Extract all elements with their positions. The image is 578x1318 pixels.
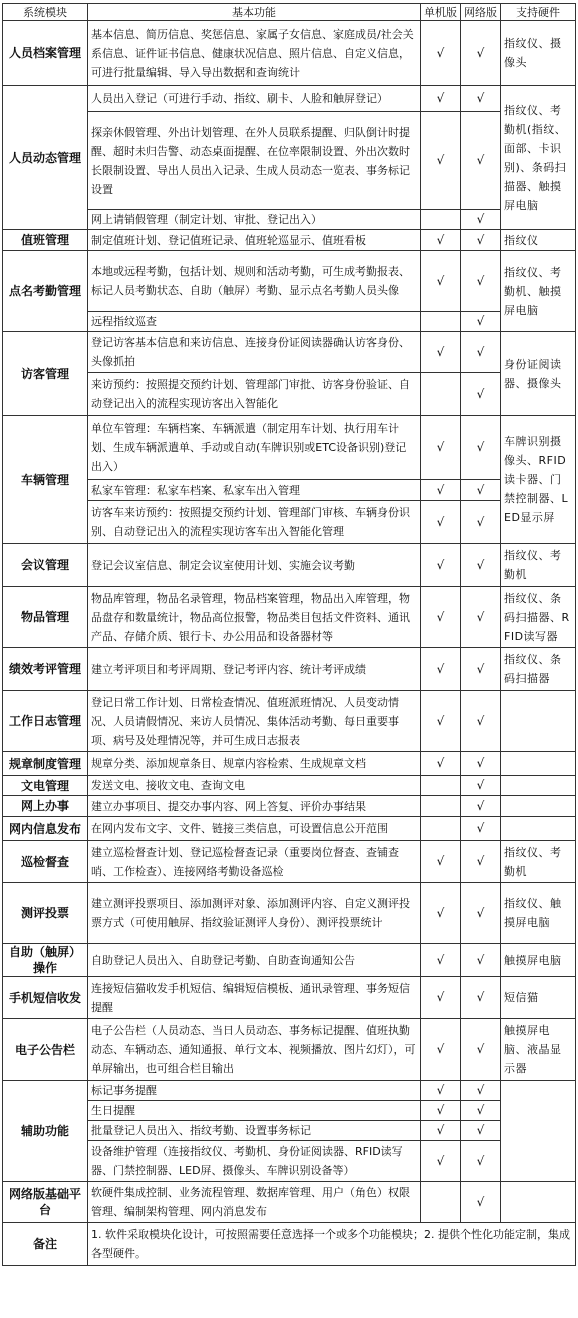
network-check: √ [461, 1121, 501, 1141]
feature-description: 建立办事项目、提交办事内容、网上答复、评价办事结果 [88, 796, 421, 817]
network-check: √ [461, 251, 501, 312]
module-name: 车辆管理 [3, 416, 88, 544]
table-row [3, 587, 576, 648]
network-check: √ [461, 210, 501, 230]
feature-description: 批量登记人员出入、指纹考勤、设置事务标记 [88, 1121, 421, 1141]
network-check: √ [461, 544, 501, 587]
supported-hardware [501, 691, 576, 752]
module-name: 值班管理 [3, 230, 88, 251]
standalone-check [421, 210, 461, 230]
standalone-check: √ [421, 544, 461, 587]
feature-description: 私家车管理：私家车档案、私家车出入管理 [88, 480, 421, 501]
network-check: √ [461, 1182, 501, 1223]
table-row [3, 648, 576, 691]
feature-description: 来访预约：按照提交预约计划、管理部门审批、访客身份验证、自动登记出入的流程实现访客出入智能化 [88, 373, 421, 416]
standalone-check: √ [421, 251, 461, 312]
feature-description: 规章分类、添加规章条目、规章内容检索、生成规章文档 [88, 752, 421, 776]
supported-hardware [501, 817, 576, 841]
standalone-check [421, 817, 461, 841]
supported-hardware: 指纹仪、触摸屏电脑 [501, 883, 576, 944]
header-hardware: 支持硬件 [501, 4, 576, 21]
supported-hardware [501, 1081, 576, 1182]
network-check: √ [461, 1101, 501, 1121]
feature-description: 登记日常工作计划、日常检查情况、值班派班情况、人员变动情况、人员请假情况、来访人员情况、集体活动考勤、每日重要事项、病号及处理情况等，并可生成日志报表 [88, 691, 421, 752]
module-name: 文电管理 [3, 776, 88, 796]
feature-description: 连接短信猫收发手机短信、编辑短信模板、通讯录管理、事务短信提醒 [88, 977, 421, 1019]
feature-description: 物品库管理，物品名录管理，物品档案管理，物品出入库管理，物品盘存和数量统计，物品高位报警，物品类目包括文件资料、通讯产品、存储介质、银行卡、办公用品和设备器材等 [88, 587, 421, 648]
network-check: √ [461, 373, 501, 416]
standalone-check: √ [421, 501, 461, 544]
supported-hardware [501, 752, 576, 776]
feature-description: 远程指纹巡查 [88, 312, 421, 332]
table-row [3, 373, 576, 416]
table-row [3, 817, 576, 841]
standalone-check [421, 373, 461, 416]
module-name: 辅助功能 [3, 1081, 88, 1182]
module-name: 网络版基础平台 [3, 1182, 88, 1223]
standalone-check [421, 776, 461, 796]
standalone-check: √ [421, 1019, 461, 1081]
network-check: √ [461, 776, 501, 796]
standalone-check: √ [421, 944, 461, 977]
feature-description: 登记访客基本信息和来访信息、连接身份证阅读器确认访客身份、头像抓拍 [88, 332, 421, 373]
module-name: 巡检督查 [3, 841, 88, 883]
standalone-check: √ [421, 977, 461, 1019]
network-check: √ [461, 112, 501, 210]
network-check: √ [461, 1141, 501, 1182]
table-row [3, 841, 576, 883]
feature-description: 访客车来访预约：按照提交预约计划、管理部门审核、车辆身份识别、自动登记出入的流程实现访客车出入智能化管理 [88, 501, 421, 544]
feature-description: 电子公告栏（人员动态、当日人员动态、事务标记提醒、值班执勤动态、车辆动态、通知通报、单行文本、视频播放、图片幻灯），可单屏输出，也可组合栏目输出 [88, 1019, 421, 1081]
table-row [3, 977, 576, 1019]
table-row [3, 1019, 576, 1081]
table-row [3, 210, 576, 230]
table-row [3, 796, 576, 817]
feature-description: 制定值班计划、登记值班记录、值班轮巡显示、值班看板 [88, 230, 421, 251]
module-name: 人员档案管理 [3, 21, 88, 86]
supported-hardware: 身份证阅读器、摄像头 [501, 332, 576, 416]
module-name: 物品管理 [3, 587, 88, 648]
module-name: 人员动态管理 [3, 86, 88, 230]
feature-description: 软硬件集成控制、业务流程管理、数据库管理、用户（角色）权限管理、编制架构管理、网内消息发布 [88, 1182, 421, 1223]
standalone-check [421, 1182, 461, 1223]
module-name: 自助（触屏）操作 [3, 944, 88, 977]
network-check: √ [461, 332, 501, 373]
supported-hardware [501, 1182, 576, 1223]
module-name: 测评投票 [3, 883, 88, 944]
feature-description: 探亲休假管理、外出计划管理、在外人员联系提醒、归队倒计时提醒、超时未归告警、动态桌面提醒、在位率限制设置、外出次数时长限制设置、导出人员出入记录、生成人员动态一览表、事务标记设置 [88, 112, 421, 210]
network-check: √ [461, 841, 501, 883]
network-check: √ [461, 752, 501, 776]
table-row [3, 332, 576, 373]
supported-hardware: 指纹仪 [501, 230, 576, 251]
module-name: 手机短信收发 [3, 977, 88, 1019]
network-check: √ [461, 1019, 501, 1081]
standalone-check: √ [421, 841, 461, 883]
header-function: 基本功能 [88, 4, 421, 21]
table-row [3, 944, 576, 977]
standalone-check: √ [421, 416, 461, 480]
module-name: 网内信息发布 [3, 817, 88, 841]
network-check: √ [461, 312, 501, 332]
feature-description: 登记会议室信息、制定会议室使用计划、实施会议考勤 [88, 544, 421, 587]
feature-description: 本地或远程考勤，包括计划、规则和活动考勤，可生成考勤报表、标记人员考勤状态、自助（触屏）考勤、显示点名考勤人员头像 [88, 251, 421, 312]
feature-description: 单位车管理：车辆档案、车辆派遣（制定用车计划、执行用车计划、生成车辆派遣单、手动或自动(车牌识别或ETC设备识别)登记出入） [88, 416, 421, 480]
supported-hardware: 车牌识别摄像头、RFID读卡器、门禁控制器、LED显示屏 [501, 416, 576, 544]
module-name: 点名考勤管理 [3, 251, 88, 332]
table-row [3, 883, 576, 944]
table-row [3, 776, 576, 796]
table-row [3, 230, 576, 251]
standalone-check: √ [421, 883, 461, 944]
remark-label: 备注 [3, 1223, 88, 1266]
standalone-check: √ [421, 1141, 461, 1182]
feature-description: 建立考评项目和考评周期、登记考评内容、统计考评成绩 [88, 648, 421, 691]
table-row [3, 1101, 576, 1121]
supported-hardware: 短信猫 [501, 977, 576, 1019]
feature-description: 网上请销假管理（制定计划、审批、登记出入） [88, 210, 421, 230]
module-name: 电子公告栏 [3, 1019, 88, 1081]
table-row [3, 416, 576, 480]
standalone-check: √ [421, 230, 461, 251]
header-standalone: 单机版 [421, 4, 461, 21]
feature-description: 发送文电、接收文电、查询文电 [88, 776, 421, 796]
network-check: √ [461, 230, 501, 251]
standalone-check: √ [421, 587, 461, 648]
feature-description: 生日提醒 [88, 1101, 421, 1121]
module-name: 会议管理 [3, 544, 88, 587]
supported-hardware [501, 796, 576, 817]
network-check: √ [461, 648, 501, 691]
feature-description: 建立巡检督查计划、登记巡检督查记录（重要岗位督查、查铺查哨、工作检查）、连接网络考勤设备巡检 [88, 841, 421, 883]
network-check: √ [461, 501, 501, 544]
network-check: √ [461, 86, 501, 112]
standalone-check: √ [421, 86, 461, 112]
header-module: 系统模块 [3, 4, 88, 21]
standalone-check: √ [421, 648, 461, 691]
table-row [3, 251, 576, 312]
feature-description: 建立测评投票项目、添加测评对象、添加测评内容、自定义测评投票方式（可使用触屏、指纹验证测评人身份）、测评投票统计 [88, 883, 421, 944]
feature-description: 基本信息、简历信息、奖惩信息、家属子女信息、家庭成员/社会关系信息、证件证书信息、健康状况信息、照片信息、自定义信息，可进行批量编辑、导入导出数据和查询统计 [88, 21, 421, 86]
table-row [3, 1141, 576, 1182]
module-name: 工作日志管理 [3, 691, 88, 752]
supported-hardware: 指纹仪、考勤机(指纹、面部、卡识别)、条码扫描器、触摸屏电脑 [501, 86, 576, 230]
table-row [3, 691, 576, 752]
network-check: √ [461, 977, 501, 1019]
header-row [3, 4, 576, 21]
header-network: 网络版 [461, 4, 501, 21]
module-name: 绩效考评管理 [3, 648, 88, 691]
feature-description: 标记事务提醒 [88, 1081, 421, 1101]
network-check: √ [461, 691, 501, 752]
network-check: √ [461, 416, 501, 480]
network-check: √ [461, 587, 501, 648]
network-check: √ [461, 883, 501, 944]
supported-hardware: 触摸屏电脑 [501, 944, 576, 977]
supported-hardware: 指纹仪、条码扫描器 [501, 648, 576, 691]
table-row [3, 1182, 576, 1223]
table-row [3, 312, 576, 332]
network-check: √ [461, 944, 501, 977]
table-row [3, 1121, 576, 1141]
module-name: 网上办事 [3, 796, 88, 817]
supported-hardware: 指纹仪、摄像头 [501, 21, 576, 86]
supported-hardware [501, 776, 576, 796]
network-check: √ [461, 1081, 501, 1101]
feature-description: 人员出入登记（可进行手动、指纹、刷卡、人脸和触屏登记） [88, 86, 421, 112]
standalone-check: √ [421, 1101, 461, 1121]
table-body [3, 21, 576, 1266]
network-check: √ [461, 21, 501, 86]
feature-description: 设备维护管理（连接指纹仪、考勤机、身份证阅读器、RFID读写器、门禁控制器、LED屏、摄像头、车牌识别设备等） [88, 1141, 421, 1182]
remark-text: 1. 软件采取模块化设计，可按照需要任意选择一个或多个功能模块；2. 提供个性化功能定制，集成各型硬件。 [88, 1223, 576, 1266]
standalone-check [421, 312, 461, 332]
standalone-check: √ [421, 1081, 461, 1101]
feature-description: 自助登记人员出入、自助登记考勤、自助查询通知公告 [88, 944, 421, 977]
table-row [3, 86, 576, 112]
table-row [3, 21, 576, 86]
table-row [3, 752, 576, 776]
standalone-check: √ [421, 480, 461, 501]
table-row [3, 544, 576, 587]
table-row [3, 112, 576, 210]
standalone-check: √ [421, 332, 461, 373]
standalone-check: √ [421, 21, 461, 86]
supported-hardware: 指纹仪、考勤机 [501, 544, 576, 587]
standalone-check: √ [421, 691, 461, 752]
supported-hardware: 触摸屏电脑、液晶显示器 [501, 1019, 576, 1081]
network-check: √ [461, 796, 501, 817]
network-check: √ [461, 817, 501, 841]
supported-hardware: 指纹仪、考勤机 [501, 841, 576, 883]
feature-table [2, 3, 576, 1266]
standalone-check [421, 796, 461, 817]
table-row [3, 1081, 576, 1101]
module-name: 规章制度管理 [3, 752, 88, 776]
standalone-check: √ [421, 752, 461, 776]
standalone-check: √ [421, 1121, 461, 1141]
network-check: √ [461, 480, 501, 501]
remark-row [3, 1223, 576, 1266]
supported-hardware: 指纹仪、考勤机、触摸屏电脑 [501, 251, 576, 332]
feature-description: 在网内发布文字、文件、链接三类信息，可设置信息公开范围 [88, 817, 421, 841]
table-row [3, 480, 576, 501]
supported-hardware: 指纹仪、条码扫描器、RFID读写器 [501, 587, 576, 648]
standalone-check: √ [421, 112, 461, 210]
table-row [3, 501, 576, 544]
module-name: 访客管理 [3, 332, 88, 416]
